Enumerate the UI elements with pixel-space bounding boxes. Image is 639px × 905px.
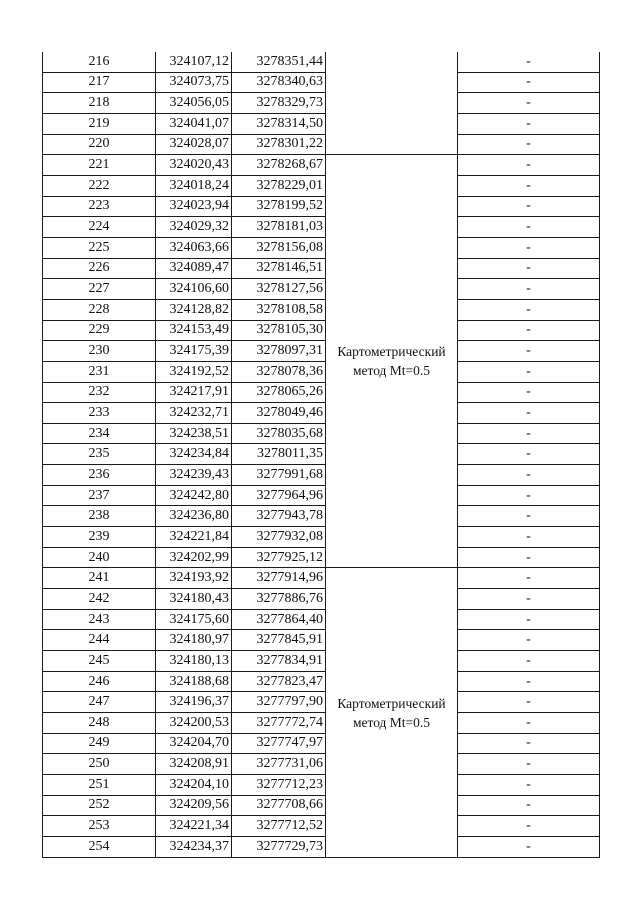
table-row — [43, 93, 600, 114]
table-row — [43, 299, 600, 320]
note-cell: - — [458, 299, 600, 320]
y-coordinate-cell: 3277747,97 — [232, 733, 326, 754]
table-row — [43, 836, 600, 857]
point-number-cell: 242 — [43, 589, 156, 610]
method-cell: Картометрический метод Mt=0.5 — [326, 155, 458, 568]
point-number-cell: 239 — [43, 527, 156, 548]
coordinates-table — [42, 52, 600, 858]
note-cell: - — [458, 403, 600, 424]
y-coordinate-cell: 3278340,63 — [232, 72, 326, 93]
table-row — [43, 651, 600, 672]
table-row — [43, 52, 600, 72]
y-coordinate-cell: 3277797,90 — [232, 692, 326, 713]
y-coordinate-cell: 3278301,22 — [232, 134, 326, 155]
point-number-cell: 222 — [43, 175, 156, 196]
table-row — [43, 568, 600, 589]
point-number-cell: 251 — [43, 774, 156, 795]
method-cell — [326, 52, 458, 155]
point-number-cell: 243 — [43, 609, 156, 630]
note-cell: - — [458, 134, 600, 155]
x-coordinate-cell: 324175,39 — [156, 341, 232, 362]
x-coordinate-cell: 324236,80 — [156, 506, 232, 527]
table-row — [43, 134, 600, 155]
y-coordinate-cell: 3277712,23 — [232, 774, 326, 795]
point-number-cell: 230 — [43, 341, 156, 362]
point-number-cell: 219 — [43, 113, 156, 134]
table-row — [43, 671, 600, 692]
point-number-cell: 248 — [43, 713, 156, 734]
y-coordinate-cell: 3277991,68 — [232, 465, 326, 486]
x-coordinate-cell: 324200,53 — [156, 713, 232, 734]
x-coordinate-cell: 324180,97 — [156, 630, 232, 651]
y-coordinate-cell: 3278097,31 — [232, 341, 326, 362]
point-number-cell: 232 — [43, 382, 156, 403]
note-cell: - — [458, 754, 600, 775]
y-coordinate-cell: 3278199,52 — [232, 196, 326, 217]
note-cell: - — [458, 651, 600, 672]
x-coordinate-cell: 324107,12 — [156, 52, 232, 72]
y-coordinate-cell: 3277932,08 — [232, 527, 326, 548]
note-cell: - — [458, 423, 600, 444]
table-row — [43, 754, 600, 775]
table-row — [43, 320, 600, 341]
table-row — [43, 527, 600, 548]
table-row — [43, 713, 600, 734]
x-coordinate-cell: 324204,10 — [156, 774, 232, 795]
table-row — [43, 155, 600, 176]
x-coordinate-cell: 324106,60 — [156, 279, 232, 300]
x-coordinate-cell: 324192,52 — [156, 361, 232, 382]
point-number-cell: 231 — [43, 361, 156, 382]
note-cell: - — [458, 630, 600, 651]
x-coordinate-cell: 324202,99 — [156, 547, 232, 568]
y-coordinate-cell: 3277772,74 — [232, 713, 326, 734]
note-cell: - — [458, 444, 600, 465]
note-cell: - — [458, 320, 600, 341]
y-coordinate-cell: 3277845,91 — [232, 630, 326, 651]
y-coordinate-cell: 3277708,66 — [232, 795, 326, 816]
y-coordinate-cell: 3278229,01 — [232, 175, 326, 196]
y-coordinate-cell: 3278108,58 — [232, 299, 326, 320]
point-number-cell: 252 — [43, 795, 156, 816]
y-coordinate-cell: 3277712,52 — [232, 816, 326, 837]
point-number-cell: 236 — [43, 465, 156, 486]
table-row — [43, 609, 600, 630]
x-coordinate-cell: 324204,70 — [156, 733, 232, 754]
table-row — [43, 547, 600, 568]
point-number-cell: 220 — [43, 134, 156, 155]
x-coordinate-cell: 324242,80 — [156, 485, 232, 506]
point-number-cell: 223 — [43, 196, 156, 217]
note-cell: - — [458, 258, 600, 279]
note-cell: - — [458, 217, 600, 238]
point-number-cell: 225 — [43, 237, 156, 258]
x-coordinate-cell: 324023,94 — [156, 196, 232, 217]
note-cell: - — [458, 52, 600, 72]
point-number-cell: 217 — [43, 72, 156, 93]
y-coordinate-cell: 3277729,73 — [232, 836, 326, 857]
table-row — [43, 361, 600, 382]
x-coordinate-cell: 324073,75 — [156, 72, 232, 93]
y-coordinate-cell: 3277834,91 — [232, 651, 326, 672]
x-coordinate-cell: 324153,49 — [156, 320, 232, 341]
note-cell: - — [458, 795, 600, 816]
x-coordinate-cell: 324221,84 — [156, 527, 232, 548]
y-coordinate-cell: 3277731,06 — [232, 754, 326, 775]
point-number-cell: 237 — [43, 485, 156, 506]
point-number-cell: 235 — [43, 444, 156, 465]
x-coordinate-cell: 324196,37 — [156, 692, 232, 713]
y-coordinate-cell: 3278127,56 — [232, 279, 326, 300]
note-cell: - — [458, 671, 600, 692]
y-coordinate-cell: 3278035,68 — [232, 423, 326, 444]
point-number-cell: 238 — [43, 506, 156, 527]
point-number-cell: 224 — [43, 217, 156, 238]
x-coordinate-cell: 324209,56 — [156, 795, 232, 816]
note-cell: - — [458, 196, 600, 217]
y-coordinate-cell: 3278329,73 — [232, 93, 326, 114]
note-cell: - — [458, 361, 600, 382]
point-number-cell: 228 — [43, 299, 156, 320]
table-row — [43, 795, 600, 816]
x-coordinate-cell: 324221,34 — [156, 816, 232, 837]
point-number-cell: 234 — [43, 423, 156, 444]
note-cell: - — [458, 692, 600, 713]
x-coordinate-cell: 324029,32 — [156, 217, 232, 238]
x-coordinate-cell: 324056,05 — [156, 93, 232, 114]
table-row — [43, 382, 600, 403]
x-coordinate-cell: 324232,71 — [156, 403, 232, 424]
x-coordinate-cell: 324180,13 — [156, 651, 232, 672]
table-row — [43, 444, 600, 465]
point-number-cell: 216 — [43, 52, 156, 72]
x-coordinate-cell: 324234,84 — [156, 444, 232, 465]
note-cell: - — [458, 93, 600, 114]
table-row — [43, 217, 600, 238]
y-coordinate-cell: 3278314,50 — [232, 113, 326, 134]
table-row — [43, 506, 600, 527]
table-row — [43, 279, 600, 300]
x-coordinate-cell: 324018,24 — [156, 175, 232, 196]
note-cell: - — [458, 155, 600, 176]
note-cell: - — [458, 836, 600, 857]
x-coordinate-cell: 324063,66 — [156, 237, 232, 258]
point-number-cell: 233 — [43, 403, 156, 424]
note-cell: - — [458, 72, 600, 93]
table-row — [43, 692, 600, 713]
table-row — [43, 258, 600, 279]
x-coordinate-cell: 324020,43 — [156, 155, 232, 176]
note-cell: - — [458, 279, 600, 300]
table-row — [43, 465, 600, 486]
point-number-cell: 229 — [43, 320, 156, 341]
point-number-cell: 249 — [43, 733, 156, 754]
y-coordinate-cell: 3278105,30 — [232, 320, 326, 341]
y-coordinate-cell: 3277886,76 — [232, 589, 326, 610]
table-row — [43, 403, 600, 424]
y-coordinate-cell: 3277864,40 — [232, 609, 326, 630]
y-coordinate-cell: 3277943,78 — [232, 506, 326, 527]
point-number-cell: 218 — [43, 93, 156, 114]
note-cell: - — [458, 465, 600, 486]
y-coordinate-cell: 3278078,36 — [232, 361, 326, 382]
y-coordinate-cell: 3278146,51 — [232, 258, 326, 279]
table-row — [43, 341, 600, 362]
table-row — [43, 196, 600, 217]
y-coordinate-cell: 3278181,03 — [232, 217, 326, 238]
note-cell: - — [458, 713, 600, 734]
note-cell: - — [458, 547, 600, 568]
x-coordinate-cell: 324217,91 — [156, 382, 232, 403]
note-cell: - — [458, 175, 600, 196]
note-cell: - — [458, 527, 600, 548]
point-number-cell: 227 — [43, 279, 156, 300]
x-coordinate-cell: 324175,60 — [156, 609, 232, 630]
y-coordinate-cell: 3278049,46 — [232, 403, 326, 424]
note-cell: - — [458, 506, 600, 527]
point-number-cell: 246 — [43, 671, 156, 692]
y-coordinate-cell: 3278268,67 — [232, 155, 326, 176]
table-row — [43, 113, 600, 134]
x-coordinate-cell: 324188,68 — [156, 671, 232, 692]
note-cell: - — [458, 816, 600, 837]
point-number-cell: 241 — [43, 568, 156, 589]
note-cell: - — [458, 382, 600, 403]
note-cell: - — [458, 341, 600, 362]
x-coordinate-cell: 324238,51 — [156, 423, 232, 444]
y-coordinate-cell: 3278351,44 — [232, 52, 326, 72]
point-number-cell: 226 — [43, 258, 156, 279]
point-number-cell: 254 — [43, 836, 156, 857]
table-row — [43, 72, 600, 93]
y-coordinate-cell: 3278156,08 — [232, 237, 326, 258]
x-coordinate-cell: 324128,82 — [156, 299, 232, 320]
x-coordinate-cell: 324089,47 — [156, 258, 232, 279]
y-coordinate-cell: 3277914,96 — [232, 568, 326, 589]
x-coordinate-cell: 324193,92 — [156, 568, 232, 589]
table-row — [43, 485, 600, 506]
x-coordinate-cell: 324234,37 — [156, 836, 232, 857]
note-cell: - — [458, 609, 600, 630]
coordinates-table-body — [43, 52, 600, 857]
point-number-cell: 250 — [43, 754, 156, 775]
table-row — [43, 423, 600, 444]
note-cell: - — [458, 589, 600, 610]
table-row — [43, 589, 600, 610]
y-coordinate-cell: 3277823,47 — [232, 671, 326, 692]
note-cell: - — [458, 568, 600, 589]
note-cell: - — [458, 733, 600, 754]
x-coordinate-cell: 324028,07 — [156, 134, 232, 155]
table-row — [43, 774, 600, 795]
point-number-cell: 253 — [43, 816, 156, 837]
table-row — [43, 733, 600, 754]
point-number-cell: 244 — [43, 630, 156, 651]
y-coordinate-cell: 3277925,12 — [232, 547, 326, 568]
method-cell: Картометрический метод Mt=0.5 — [326, 568, 458, 857]
y-coordinate-cell: 3278011,35 — [232, 444, 326, 465]
x-coordinate-cell: 324239,43 — [156, 465, 232, 486]
x-coordinate-cell: 324041,07 — [156, 113, 232, 134]
table-row — [43, 630, 600, 651]
table-row — [43, 816, 600, 837]
note-cell: - — [458, 113, 600, 134]
y-coordinate-cell: 3278065,26 — [232, 382, 326, 403]
point-number-cell: 247 — [43, 692, 156, 713]
table-row — [43, 175, 600, 196]
point-number-cell: 221 — [43, 155, 156, 176]
x-coordinate-cell: 324208,91 — [156, 754, 232, 775]
point-number-cell: 240 — [43, 547, 156, 568]
note-cell: - — [458, 485, 600, 506]
y-coordinate-cell: 3277964,96 — [232, 485, 326, 506]
x-coordinate-cell: 324180,43 — [156, 589, 232, 610]
table-row — [43, 237, 600, 258]
point-number-cell: 245 — [43, 651, 156, 672]
note-cell: - — [458, 774, 600, 795]
note-cell: - — [458, 237, 600, 258]
